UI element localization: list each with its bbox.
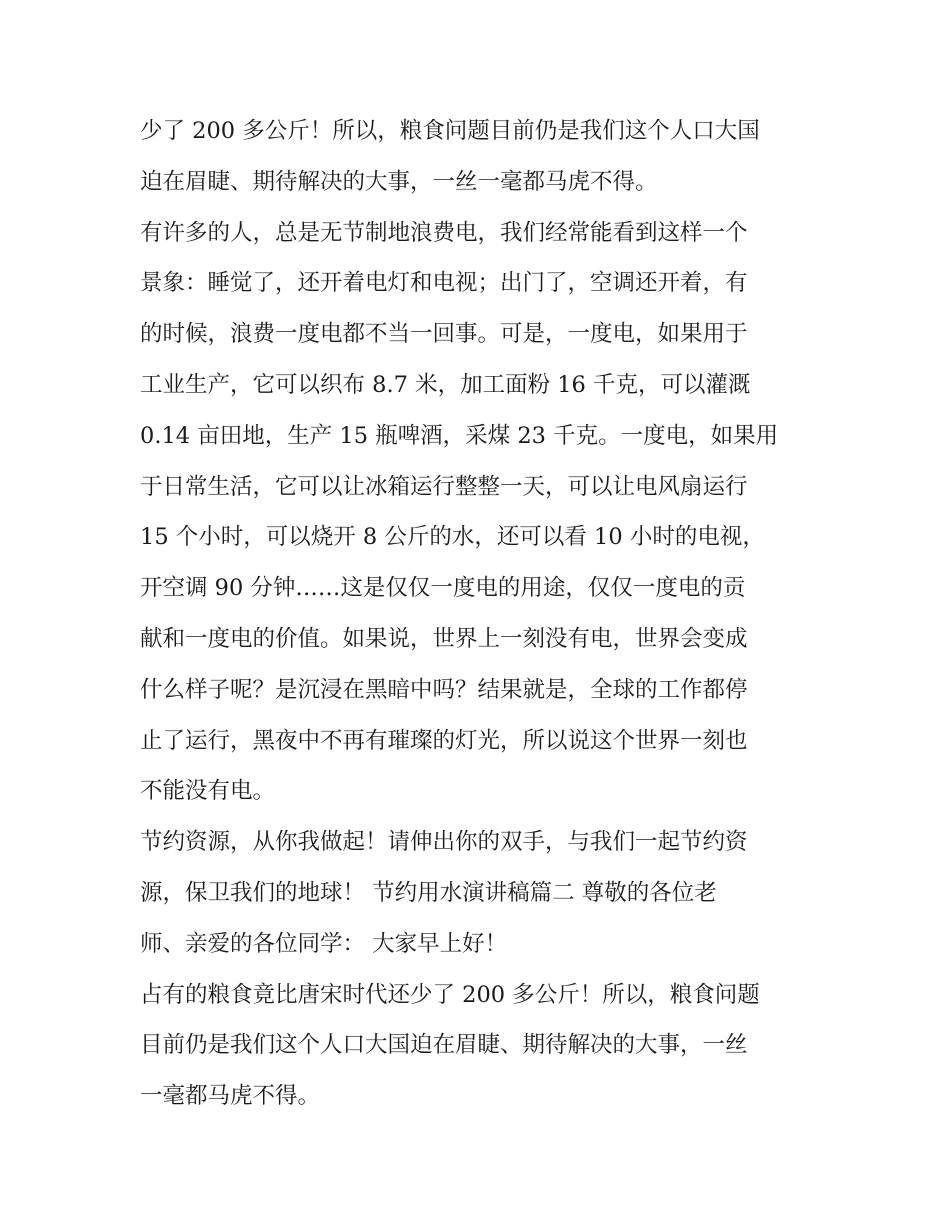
text-line-10: 开空调 90 分钟……这是仅仅一度电的用途，仅仅一度电的贡 [140,575,746,602]
text-line-1: 少了 200 多公斤！所以，粮食问题目前仍是我们这个人口大国 [140,118,760,144]
text-line-17: 师、亲爱的各位同学： 大家早上好！ [140,930,508,957]
text-line-5: 的时候，浪费一度电都不当一回事。可是，一度电，如果用于 [140,321,748,348]
text-line-11: 献和一度电的价值。如果说，世界上一刻没有电，世界会变成 [140,625,748,652]
text-line-18: 占有的粮食竟比唐宋时代还少了 200 多公斤！所以，粮食问题 [140,981,760,1008]
text-line-20: 一毫都马虎不得。 [140,1083,321,1110]
text-line-14: 不能没有电。 [140,778,276,805]
text-line-6: 工业生产，它可以织布 8.7 米，加工面粉 16 千克，可以灌溉 [140,371,751,398]
text-line-9: 15 个小时，可以烧开 8 公斤的水，还可以看 10 小时的电视， [140,524,765,551]
text-line-8: 于日常生活，它可以让冰箱运行整整一天，可以让电风扇运行 [140,473,748,500]
text-line-2: 迫在眉睫、期待解决的大事，一丝一毫都马虎不得。 [140,168,658,195]
text-line-4: 景象：睡觉了，还开着电灯和电视；出门了，空调还开着，有 [140,270,748,297]
text-line-13: 止了运行，黑夜中不再有璀璨的灯光，所以说这个世界一刻也 [140,727,748,754]
text-line-3: 有许多的人，总是无节制地浪费电，我们经常能看到这样一个 [140,219,748,246]
text-line-7: 0.14 亩田地，生产 15 瓶啤酒，采煤 23 千克。一度电，如果用 [140,422,779,449]
text-line-12: 什么样子呢？是沉浸在黑暗中吗？结果就是，全球的工作都停 [140,676,748,703]
document-body [140,106,820,1122]
text-line-15: 节约资源，从你我做起！请伸出你的双手，与我们一起节约资 [140,829,748,856]
text-line-16: 源，保卫我们的地球！ 节约用水演讲稿篇二 尊敬的各位老 [140,879,717,906]
text-line-19: 目前仍是我们这个人口大国迫在眉睫、期待解决的大事，一丝 [140,1032,748,1059]
